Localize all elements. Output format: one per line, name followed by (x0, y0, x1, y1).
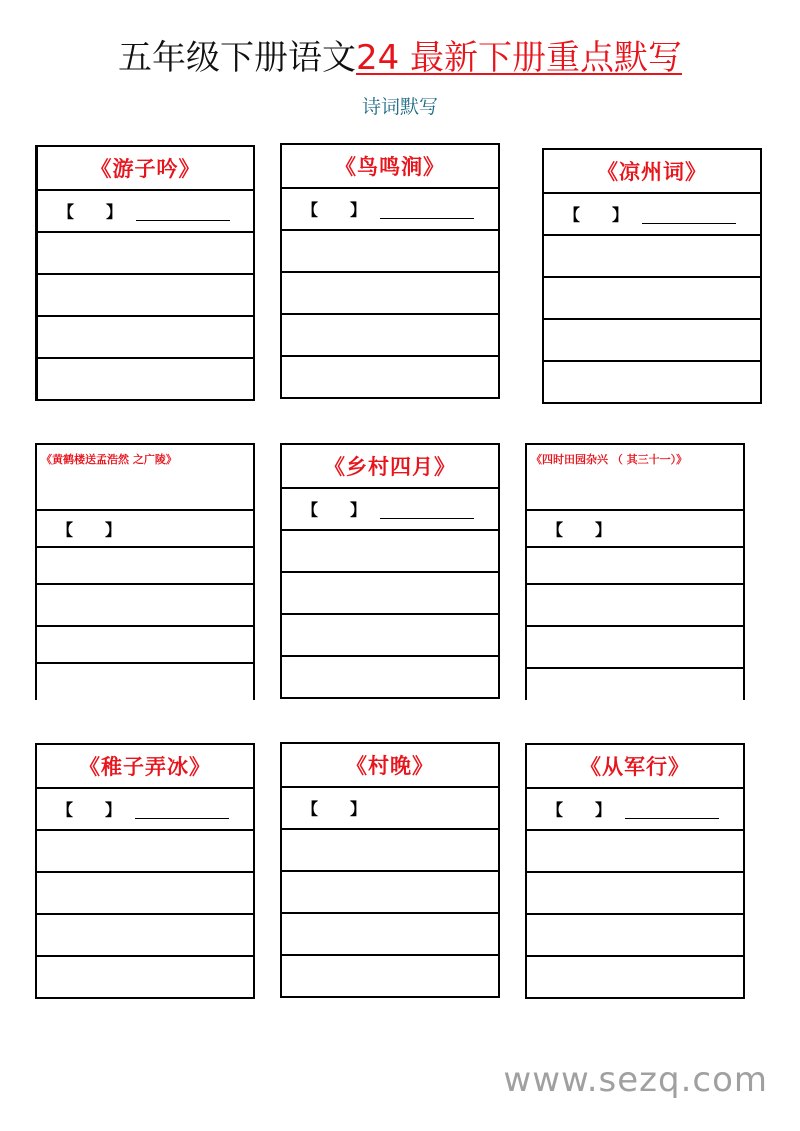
answer-row[interactable] (282, 613, 498, 655)
poem-card-6 (525, 443, 745, 700)
answer-row[interactable] (37, 829, 253, 871)
poem-title-row (282, 744, 498, 786)
author-bracket: 【 】 (564, 205, 629, 225)
answer-row[interactable] (527, 829, 743, 871)
answer-row[interactable] (38, 231, 253, 273)
answer-row[interactable] (544, 276, 760, 318)
answer-row[interactable] (282, 487, 498, 529)
poem-card-8 (280, 742, 500, 998)
poem-card-5 (280, 443, 500, 699)
answer-row[interactable] (282, 571, 498, 613)
poem-title: 《游子吟》 (90, 157, 201, 181)
poem-card-4 (35, 443, 255, 700)
answer-row[interactable] (38, 273, 253, 315)
author-blank[interactable] (380, 518, 474, 519)
poem-card-1 (35, 145, 255, 401)
poem-title-row (544, 150, 760, 192)
answer-row[interactable] (544, 192, 760, 234)
answer-row[interactable] (37, 955, 253, 997)
author-blank[interactable] (625, 818, 719, 819)
poem-title-row (527, 745, 743, 787)
answer-row[interactable] (544, 360, 760, 402)
poem-title: 《黄鹤楼送孟浩然 之广陵》 (41, 453, 177, 466)
answer-row[interactable] (282, 786, 498, 828)
poem-title: 《鸟鸣涧》 (335, 155, 445, 179)
answer-row[interactable] (527, 955, 743, 997)
poem-card-9 (525, 743, 745, 999)
poem-title: 《乡村四月》 (324, 455, 456, 479)
poem-title: 《四时田园杂兴 （ 其三十一）》 (531, 453, 688, 466)
answer-row[interactable] (282, 529, 498, 571)
answer-row[interactable] (37, 509, 253, 546)
answer-row[interactable] (37, 913, 253, 955)
poem-card-2 (280, 143, 500, 399)
answer-row[interactable] (527, 787, 743, 829)
author-bracket: 【 】 (302, 799, 367, 819)
answer-row[interactable] (527, 583, 743, 625)
answer-row[interactable] (544, 234, 760, 276)
poem-card-3 (542, 148, 762, 404)
poem-title-row (37, 445, 253, 509)
poem-title: 《稚子弄冰》 (79, 755, 211, 779)
author-bracket: 【 】 (57, 520, 122, 539)
answer-row[interactable] (37, 871, 253, 913)
answer-row[interactable] (282, 828, 498, 870)
answer-row[interactable] (282, 229, 498, 271)
page-title (0, 36, 800, 80)
poem-title-row (38, 147, 253, 189)
author-bracket: 【 】 (547, 520, 612, 539)
author-bracket: 【 】 (57, 800, 122, 820)
answer-row[interactable] (38, 189, 253, 231)
answer-row[interactable] (37, 662, 253, 700)
title-red: 24 最新下册重点默写 (355, 38, 683, 78)
answer-row[interactable] (37, 583, 253, 625)
author-bracket: 【 】 (58, 202, 123, 222)
author-blank[interactable] (135, 818, 229, 819)
poem-title-row (282, 445, 498, 487)
author-blank[interactable] (380, 218, 474, 219)
answer-row[interactable] (282, 954, 498, 996)
poem-title-row (527, 445, 743, 509)
author-blank[interactable] (136, 220, 230, 221)
author-blank[interactable] (642, 223, 736, 224)
answer-row[interactable] (527, 913, 743, 955)
poem-title-row (282, 145, 498, 187)
author-bracket: 【 】 (302, 200, 367, 220)
poem-title: 《村晚》 (346, 754, 434, 778)
poem-title: 《凉州词》 (597, 160, 707, 184)
answer-row[interactable] (527, 667, 743, 700)
answer-row[interactable] (527, 625, 743, 667)
answer-row[interactable] (527, 871, 743, 913)
answer-row[interactable] (38, 315, 253, 357)
page-subtitle: 诗词默写 (361, 96, 438, 118)
poem-card-7 (35, 743, 255, 999)
watermark: www.sezq.com (503, 1060, 768, 1100)
answer-row[interactable] (282, 870, 498, 912)
answer-row[interactable] (282, 313, 498, 355)
author-bracket: 【 】 (547, 800, 612, 820)
poem-title: 《从军行》 (580, 755, 690, 779)
answer-row[interactable] (282, 271, 498, 313)
answer-row[interactable] (37, 546, 253, 583)
title-black: 五年级下册语文 (117, 38, 356, 78)
answer-row[interactable] (282, 655, 498, 697)
poem-title-row (37, 745, 253, 787)
answer-row[interactable] (37, 787, 253, 829)
author-bracket: 【 】 (302, 500, 367, 520)
answer-row[interactable] (527, 509, 743, 546)
answer-row[interactable] (37, 625, 253, 662)
answer-row[interactable] (282, 187, 498, 229)
answer-row[interactable] (527, 546, 743, 583)
answer-row[interactable] (282, 355, 498, 397)
answer-row[interactable] (544, 318, 760, 360)
answer-row[interactable] (282, 912, 498, 954)
answer-row[interactable] (38, 357, 253, 399)
